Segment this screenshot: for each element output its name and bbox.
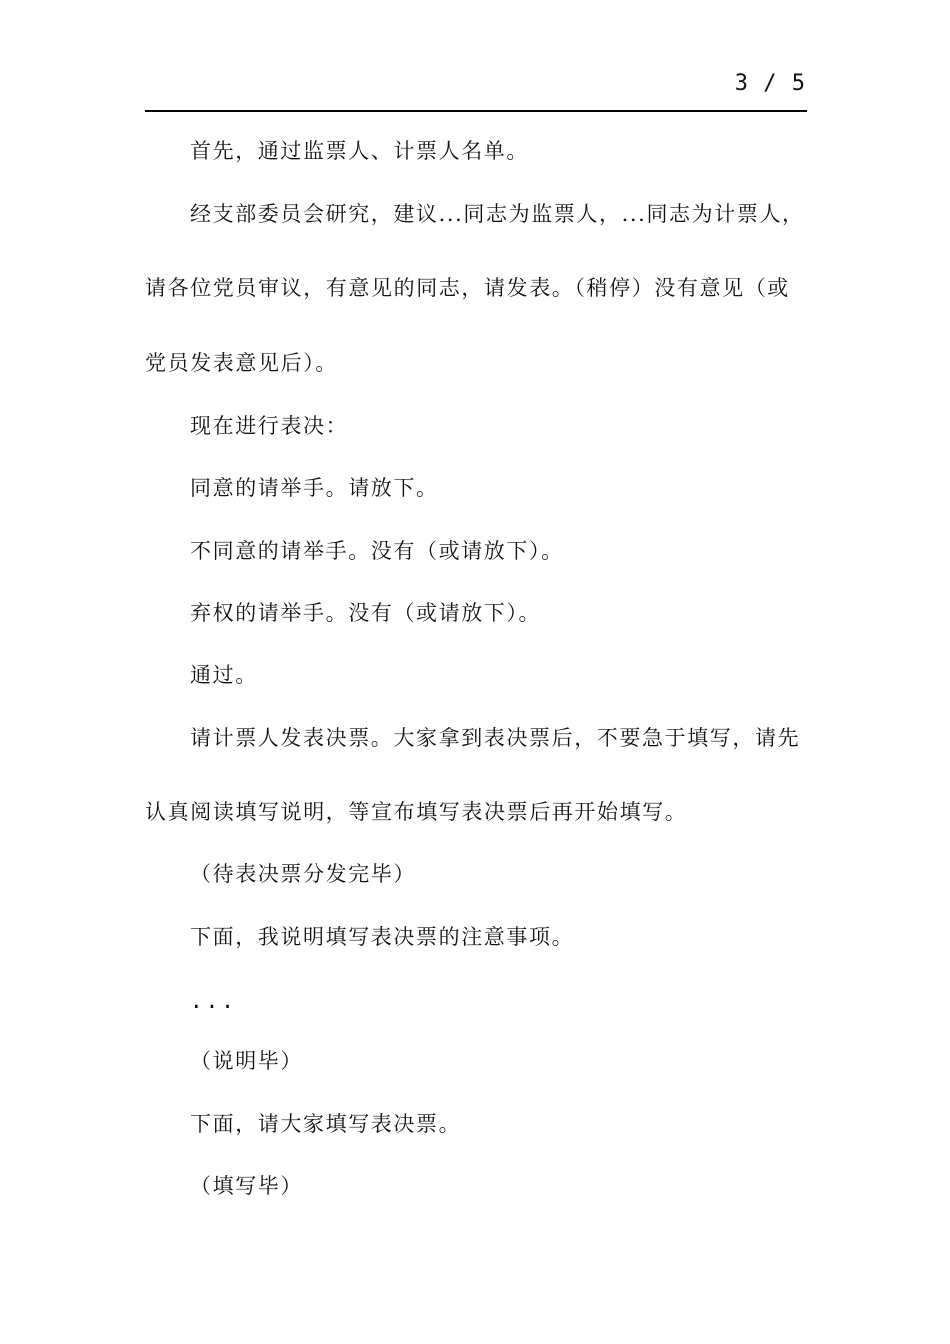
paragraph-line: 党员发表意见后）。 bbox=[145, 351, 338, 375]
paragraph-line: 请各位党员审议，有意见的同志，请发表。（稍停）没有意见（或 bbox=[145, 276, 790, 300]
paragraph-line: （待表决票分发完毕） bbox=[190, 862, 416, 886]
paragraph-line: 认真阅读填写说明，等宣布填写表决票后再开始填写。 bbox=[145, 800, 688, 824]
paragraph-line: （填写毕） bbox=[190, 1174, 303, 1198]
paragraph-line: 通过。 bbox=[190, 663, 258, 687]
header-divider bbox=[145, 110, 807, 112]
paragraph-line: （说明毕） bbox=[190, 1049, 303, 1073]
paragraph-line: 请计票人发表决票。大家拿到表决票后，不要急于填写，请先 bbox=[190, 726, 801, 750]
paragraph-line: 下面，我说明填写表决票的注意事项。 bbox=[190, 925, 575, 949]
paragraph-line: 不同意的请举手。没有（或请放下）。 bbox=[190, 539, 564, 563]
paragraph-line: 同意的请举手。请放下。 bbox=[190, 476, 439, 500]
paragraph-line: 下面，请大家填写表决票。 bbox=[190, 1112, 462, 1136]
paragraph-ellipsis: ... bbox=[190, 989, 237, 1013]
paragraph-line: 经支部委员会研究，建议...同志为监票人，...同志为计票人， bbox=[190, 202, 805, 226]
paragraph-line: 现在进行表决： bbox=[190, 414, 349, 438]
page-number: 3 / 5 bbox=[734, 71, 806, 96]
paragraph-line: 首先，通过监票人、计票人名单。 bbox=[190, 139, 529, 163]
paragraph-line: 弃权的请举手。没有（或请放下）。 bbox=[190, 601, 542, 625]
